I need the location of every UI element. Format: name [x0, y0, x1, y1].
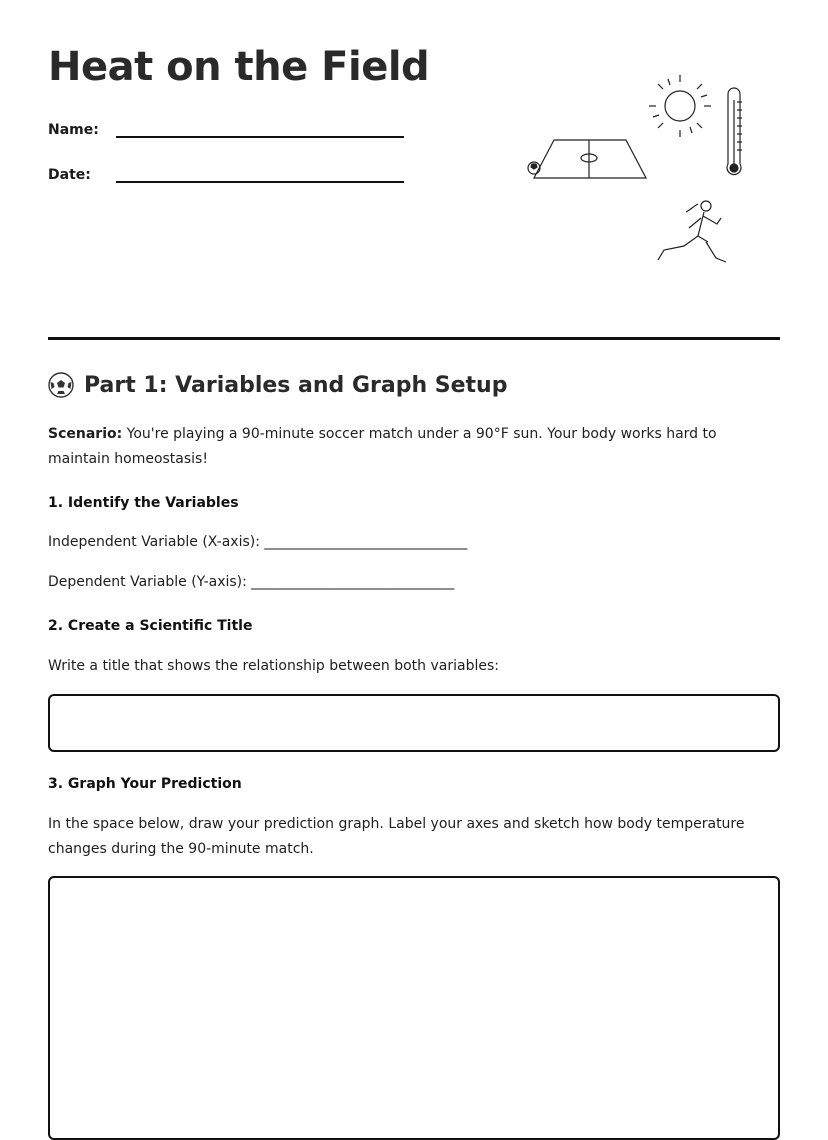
dependent-variable-prompt[interactable]: Dependent Variable (Y-axis): _____________________________	[48, 574, 455, 590]
runner-icon	[658, 201, 726, 262]
q1-heading: 1. Identify the Variables	[48, 495, 239, 511]
thermometer-icon	[727, 88, 742, 175]
title-answer-box[interactable]	[48, 694, 780, 752]
q2-heading: 2. Create a Scientific Title	[48, 618, 253, 634]
scenario-label: Scenario:	[48, 426, 123, 442]
scenario-paragraph	[48, 422, 780, 472]
soccer-field-icon	[534, 140, 646, 178]
worksheet-title: Heat on the Field	[48, 44, 430, 90]
name-line[interactable]	[116, 118, 404, 138]
date-line[interactable]	[116, 163, 404, 183]
scenario-text: You're playing a 90-minute soccer match under a 90°F sun. Your body works hard to maintain homeostasis!	[48, 426, 717, 467]
header-illustration	[520, 70, 760, 300]
sun-icon	[649, 75, 711, 137]
part1-heading-text: Part 1: Variables and Graph Setup	[84, 372, 508, 398]
date-label: Date:	[48, 167, 91, 183]
soccer-ball-icon	[48, 372, 74, 398]
part1-heading	[48, 372, 507, 398]
q2-prompt: Write a title that shows the relationship between both variables:	[48, 658, 499, 674]
soccer-ball-icon	[528, 162, 540, 174]
graph-drawing-box[interactable]	[48, 876, 780, 1140]
date-field	[48, 163, 404, 183]
q3-prompt: In the space below, draw your prediction graph. Label your axes and sketch how body temperature changes during the 90-minute match.	[48, 816, 745, 857]
independent-variable-prompt[interactable]: Independent Variable (X-axis): _____________________________	[48, 534, 468, 550]
name-field	[48, 118, 404, 138]
q3-heading: 3. Graph Your Prediction	[48, 776, 242, 792]
name-label: Name:	[48, 122, 99, 138]
header-divider	[48, 337, 780, 340]
